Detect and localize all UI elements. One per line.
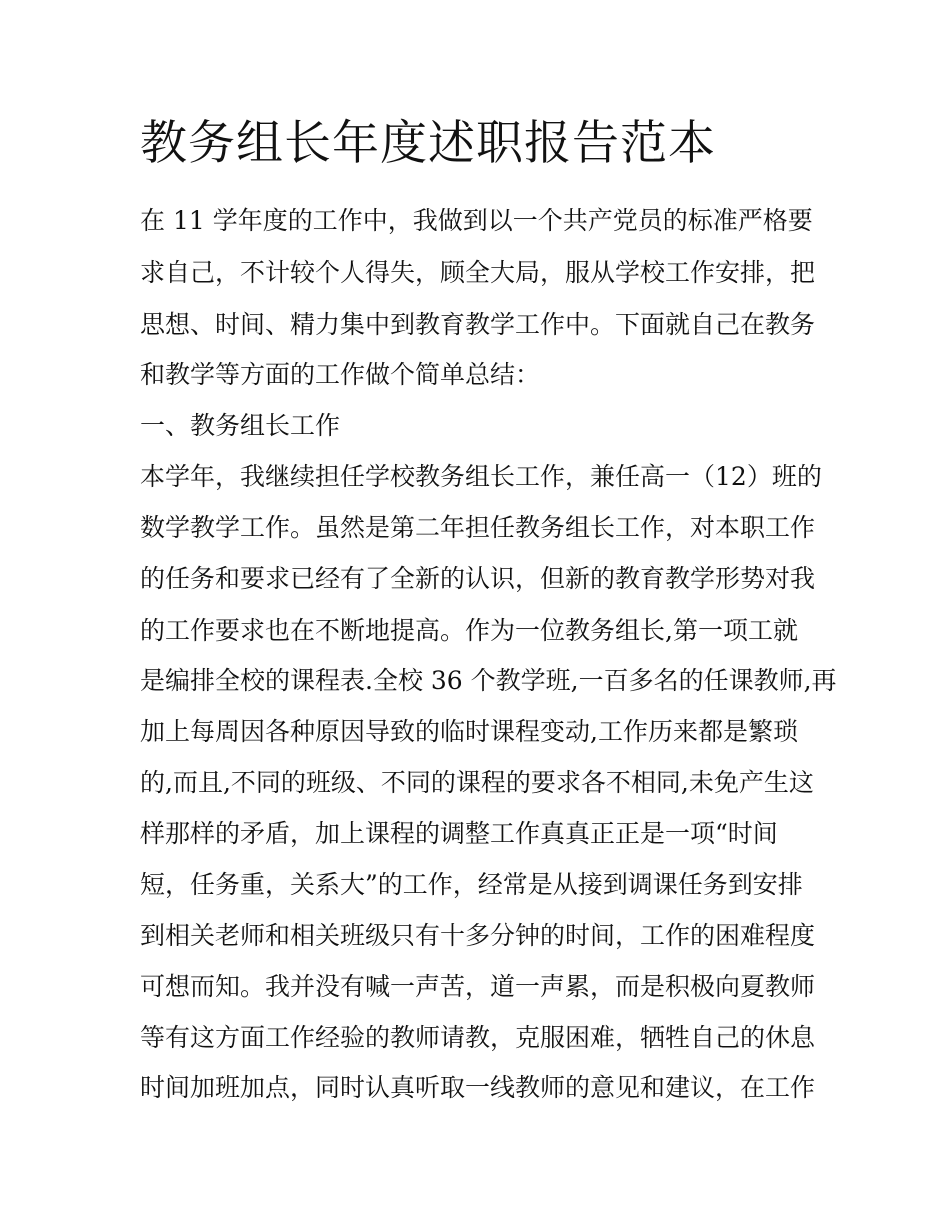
section-heading: 一、教务组长工作 [140,411,341,440]
paragraph-line: 求自己，不计较个人得失，顾全大局，服从学校工作安排，把 [140,258,816,287]
document-title: 教务组长年度述职报告范本 [140,116,716,171]
paragraph-line: 在 11 学年度的工作中，我做到以一个共产党员的标准严格要 [140,206,813,235]
paragraph-line: 的工作要求也在不断地提高。作为一位教务组长,第一项工就 [140,616,798,645]
paragraph-line: 时间加班加点，同时认真听取一线教师的意见和建议，在工作 [140,1073,816,1102]
paragraph-line: 是编排全校的课程表.全校 36 个教学班,一百多名的任课教师,再 [140,666,837,695]
paragraph-line: 的,而且,不同的班级、不同的课程的要求各不相同,未免产生这 [140,768,814,797]
paragraph-line: 可想而知。我并没有喊一声苦，道一声累，而是积极向夏教师 [140,972,816,1001]
paragraph-line: 加上每周因各种原因导致的临时课程变动,工作历来都是繁琐 [140,717,798,746]
paragraph-line: 到相关老师和相关班级只有十多分钟的时间，工作的困难程度 [140,921,816,950]
paragraph-line: 的任务和要求已经有了全新的认识，但新的教育教学形势对我 [140,564,816,593]
paragraph-line: 思想、时间、精力集中到教育教学工作中。下面就自己在教务 [140,310,816,339]
paragraph-line: 数学教学工作。虽然是第二年担任教务组长工作，对本职工作 [140,513,816,542]
paragraph-line: 等有这方面工作经验的教师请教，克服困难，牺牲自己的休息 [140,1023,816,1052]
paragraph-line: 和教学等方面的工作做个简单总结： [140,360,541,389]
paragraph-line: 样那样的矛盾，加上课程的调整工作真真正正是一项“时间 [140,819,778,848]
paragraph-line: 本学年，我继续担任学校教务组长工作，兼任高一（12）班的 [140,462,822,491]
paragraph-line: 短，任务重，关系大”的工作，经常是从接到调课任务到安排 [140,870,803,899]
